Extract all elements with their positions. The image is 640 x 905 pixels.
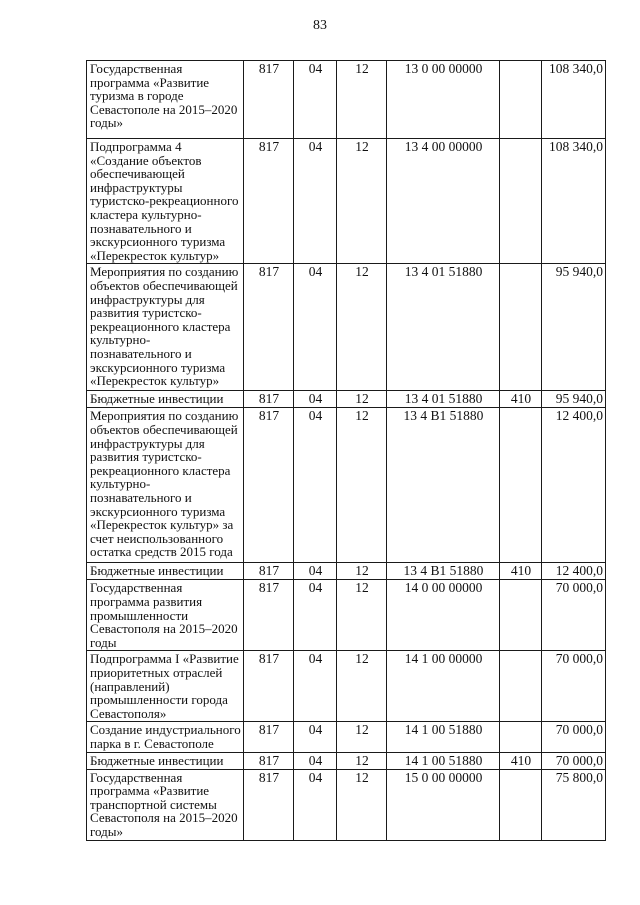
row-cs: 14 1 00 00000 [387, 651, 500, 722]
row-name: Создание индустриального парка в г. Севастополе [87, 722, 244, 752]
row-gr: 817 [244, 264, 294, 391]
row-vr [500, 408, 542, 563]
row-pr: 12 [337, 752, 387, 769]
row-rz: 04 [294, 264, 337, 391]
row-vr: 410 [500, 752, 542, 769]
row-gr: 817 [244, 769, 294, 840]
row-name: Мероприятия по созданию объектов обеспечивающей инфраструктуры для развития туристско-рекреационного кластера культурно-познавательного и экскурсионного туризма «Перекресток культур» [87, 264, 244, 391]
row-cs: 15 0 00 00000 [387, 769, 500, 840]
row-rz: 04 [294, 752, 337, 769]
row-cs: 13 4 01 51880 [387, 264, 500, 391]
row-vr: 410 [500, 391, 542, 408]
row-vr [500, 139, 542, 264]
row-rz: 04 [294, 580, 337, 651]
row-rz: 04 [294, 408, 337, 563]
row-cs: 13 4 В1 51880 [387, 563, 500, 580]
row-sum: 95 940,0 [542, 391, 606, 408]
row-vr [500, 722, 542, 752]
row-sum: 108 340,0 [542, 61, 606, 139]
row-cs: 14 1 00 51880 [387, 752, 500, 769]
row-sum: 12 400,0 [542, 563, 606, 580]
table-row [87, 563, 606, 580]
table-row [87, 752, 606, 769]
row-sum: 70 000,0 [542, 580, 606, 651]
row-pr: 12 [337, 61, 387, 139]
row-vr: 410 [500, 563, 542, 580]
row-name: Государственная программа «Развитие туризма в городе Севастополе на 2015–2020 годы» [87, 61, 244, 139]
row-vr [500, 651, 542, 722]
row-rz: 04 [294, 722, 337, 752]
row-name: Государственная программа «Развитие транспортной системы Севастополя на 2015–2020 годы» [87, 769, 244, 840]
row-vr [500, 61, 542, 139]
row-pr: 12 [337, 408, 387, 563]
row-sum: 70 000,0 [542, 722, 606, 752]
table-row [87, 769, 606, 840]
row-pr: 12 [337, 264, 387, 391]
row-cs: 13 4 В1 51880 [387, 408, 500, 563]
row-pr: 12 [337, 722, 387, 752]
budget-table [86, 60, 606, 841]
row-pr: 12 [337, 391, 387, 408]
table-row [87, 264, 606, 391]
table-row [87, 651, 606, 722]
row-sum: 75 800,0 [542, 769, 606, 840]
row-vr [500, 769, 542, 840]
row-pr: 12 [337, 769, 387, 840]
page-number: 83 [313, 18, 327, 33]
row-gr: 817 [244, 752, 294, 769]
row-sum: 108 340,0 [542, 139, 606, 264]
row-sum: 70 000,0 [542, 651, 606, 722]
row-name: Государственная программа развития промышленности Севастополя на 2015–2020 годы [87, 580, 244, 651]
row-name: Бюджетные инвестиции [87, 563, 244, 580]
row-sum: 95 940,0 [542, 264, 606, 391]
row-cs: 14 0 00 00000 [387, 580, 500, 651]
table-row [87, 722, 606, 752]
row-cs: 14 1 00 51880 [387, 722, 500, 752]
row-gr: 817 [244, 408, 294, 563]
row-gr: 817 [244, 651, 294, 722]
table-row [87, 580, 606, 651]
row-rz: 04 [294, 651, 337, 722]
table-row [87, 139, 606, 264]
row-rz: 04 [294, 61, 337, 139]
row-rz: 04 [294, 139, 337, 264]
row-vr [500, 580, 542, 651]
row-name: Бюджетные инвестиции [87, 391, 244, 408]
row-vr [500, 264, 542, 391]
row-gr: 817 [244, 580, 294, 651]
table-row [87, 391, 606, 408]
row-cs: 13 0 00 00000 [387, 61, 500, 139]
row-name: Бюджетные инвестиции [87, 752, 244, 769]
row-cs: 13 4 00 00000 [387, 139, 500, 264]
row-gr: 817 [244, 722, 294, 752]
table-row [87, 408, 606, 563]
row-rz: 04 [294, 391, 337, 408]
row-rz: 04 [294, 769, 337, 840]
row-sum: 12 400,0 [542, 408, 606, 563]
row-pr: 12 [337, 563, 387, 580]
row-pr: 12 [337, 651, 387, 722]
row-name: Мероприятия по созданию объектов обеспечивающей инфраструктуры для развития туристско-рекреационного кластера культурно-познавательного и экскурсионного туризма «Перекресток культур» за счет неиспользованного остатка средств 2015 года [87, 408, 244, 563]
table-row [87, 61, 606, 139]
row-gr: 817 [244, 563, 294, 580]
row-name: Подпрограмма I «Развитие приоритетных отраслей (направлений) промышленности города Севастополя» [87, 651, 244, 722]
row-pr: 12 [337, 139, 387, 264]
row-gr: 817 [244, 61, 294, 139]
row-cs: 13 4 01 51880 [387, 391, 500, 408]
row-gr: 817 [244, 139, 294, 264]
row-rz: 04 [294, 563, 337, 580]
row-sum: 70 000,0 [542, 752, 606, 769]
row-gr: 817 [244, 391, 294, 408]
row-pr: 12 [337, 580, 387, 651]
row-name: Подпрограмма 4 «Создание объектов обеспечивающей инфраструктуры туристско-рекреационного кластера культурно-познавательного и экскурсионного туризма «Перекресток культур» [87, 139, 244, 264]
